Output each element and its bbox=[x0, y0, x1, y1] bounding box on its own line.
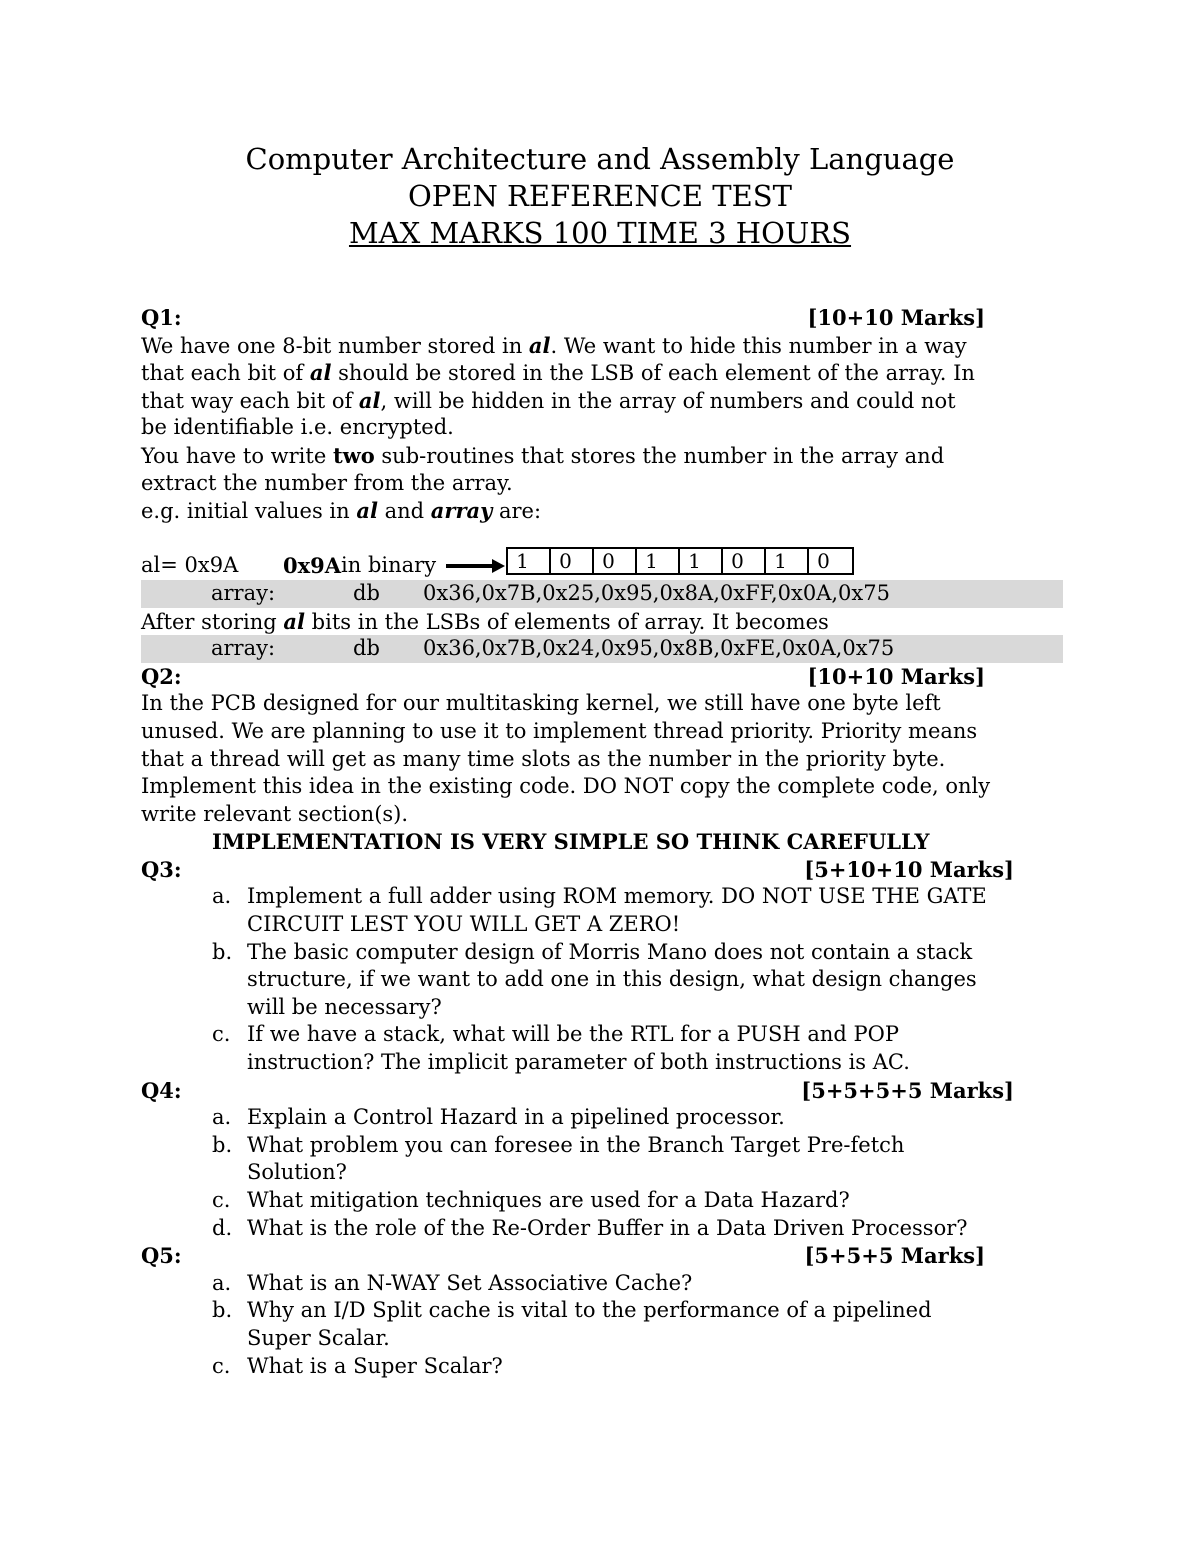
q1-line-2 bbox=[141, 359, 1063, 387]
q5-label: Q5: bbox=[141, 1243, 182, 1269]
hex-value: 0x9A bbox=[283, 553, 342, 579]
q2-marks: [10+10 Marks] bbox=[807, 663, 985, 689]
item-line: What is an N-WAY Set Associative Cache? bbox=[247, 1270, 693, 1295]
code-label: array: bbox=[211, 636, 276, 661]
bit-cell: 1 bbox=[766, 549, 809, 573]
item-line: The basic computer design of Morris Mano does not contain a stack bbox=[247, 939, 973, 964]
list-item bbox=[212, 1215, 1063, 1243]
list-item bbox=[212, 1270, 1063, 1298]
list-item bbox=[212, 1132, 1063, 1187]
arrow-right-icon bbox=[444, 556, 506, 576]
q1-line-6: extract the number from the array. bbox=[141, 470, 513, 495]
item-line: If we have a stack, what will be the RTL for a PUSH and POP bbox=[247, 1022, 900, 1047]
code-db: db bbox=[353, 636, 380, 661]
item-line: Super Scalar. bbox=[247, 1325, 390, 1350]
q2-header bbox=[141, 663, 1063, 691]
q1-text: After storing bbox=[141, 609, 284, 634]
q1-text: . We want to hide this number in a way bbox=[550, 333, 967, 358]
q1-text: sub-routines that stores the number in the array and bbox=[374, 443, 945, 468]
q3-label: Q3: bbox=[141, 856, 182, 882]
q4-marks: [5+5+5+5 Marks] bbox=[801, 1077, 1014, 1103]
q1-text: bits in the LSBs of elements of array. It becomes bbox=[305, 609, 829, 634]
item-line: Why an I/D Split cache is vital to the performance of a pipelined bbox=[247, 1298, 932, 1323]
item-text bbox=[247, 939, 1063, 1022]
item-letter: d. bbox=[212, 1215, 233, 1240]
item-letter: b. bbox=[212, 1298, 233, 1323]
bit-cell: 0 bbox=[817, 549, 830, 574]
in-binary-label: in binary bbox=[341, 553, 437, 578]
binary-bits bbox=[506, 547, 854, 575]
q1-text: that way each bit of bbox=[141, 388, 359, 413]
item-letter: b. bbox=[212, 939, 233, 964]
code-label: array: bbox=[211, 580, 276, 605]
item-letter: a. bbox=[212, 1105, 232, 1130]
q1-text: and bbox=[377, 499, 431, 524]
item-letter: b. bbox=[212, 1132, 233, 1157]
binary-row bbox=[141, 549, 1063, 580]
item-text bbox=[247, 1353, 1063, 1381]
item-line: What mitigation techniques are used for a Data Hazard? bbox=[247, 1188, 850, 1212]
bit-cell: 0 bbox=[723, 549, 766, 573]
code-result-array bbox=[141, 635, 1063, 663]
al-register: al bbox=[309, 360, 332, 386]
array-word: array bbox=[430, 498, 493, 524]
q1-text: are: bbox=[492, 499, 542, 524]
exam-body bbox=[141, 304, 1063, 1380]
item-letter: a. bbox=[212, 884, 232, 909]
q2-line: Implement this idea in the existing code. DO NOT copy the complete code, only bbox=[141, 774, 991, 799]
bit-cell: 1 bbox=[680, 549, 723, 573]
bit-cell: 1 bbox=[508, 549, 551, 573]
q1-header bbox=[141, 304, 1063, 332]
item-line: What is a Super Scalar? bbox=[247, 1353, 503, 1378]
item-text bbox=[247, 1270, 1063, 1298]
item-text bbox=[247, 1132, 1063, 1187]
item-line: Explain a Control Hazard in a pipelined processor. bbox=[247, 1105, 785, 1130]
q1-text: that each bit of bbox=[141, 361, 310, 386]
code-values: 0x36,0x7B,0x24,0x95,0x8B,0xFE,0x0A,0x75 bbox=[423, 636, 895, 661]
q4-label: Q4: bbox=[141, 1077, 182, 1103]
q1-text: You have to write bbox=[141, 443, 333, 468]
q5-list bbox=[141, 1270, 1063, 1380]
al-register: al bbox=[528, 332, 551, 358]
q1-line-7 bbox=[141, 497, 1063, 525]
item-line: structure, if we want to add one in this design, what design changes bbox=[247, 967, 977, 992]
q2-line: that a thread will get as many time slots as the number in the priority byte. bbox=[141, 746, 946, 771]
item-line: instruction? The implicit parameter of both instructions is AC. bbox=[247, 1050, 910, 1075]
item-line: will be necessary? bbox=[247, 994, 442, 1019]
item-text bbox=[247, 1215, 1063, 1243]
bit-cell: 0 bbox=[594, 549, 637, 573]
item-text bbox=[247, 1021, 1063, 1076]
item-line: CIRCUIT LEST YOU WILL GET A ZERO! bbox=[247, 912, 681, 937]
item-letter: c. bbox=[212, 1022, 231, 1047]
al-register: al bbox=[358, 387, 381, 413]
code-initial-array bbox=[141, 580, 1063, 608]
item-line: Implement a full adder using ROM memory. DO NOT USE THE GATE bbox=[247, 884, 987, 909]
item-letter: a. bbox=[212, 1270, 232, 1295]
q4-header bbox=[141, 1077, 1063, 1105]
q1-marks: [10+10 Marks] bbox=[807, 305, 985, 330]
item-letter: c. bbox=[212, 1353, 231, 1378]
bit-cell: 0 bbox=[551, 549, 594, 573]
q5-marks: [5+5+5 Marks] bbox=[804, 1243, 985, 1269]
q3-marks: [5+10+10 Marks] bbox=[804, 856, 1014, 882]
q2-label: Q2: bbox=[141, 663, 182, 689]
item-text bbox=[247, 1187, 1063, 1215]
al-register: al bbox=[283, 608, 305, 634]
q2-line: write relevant section(s). bbox=[141, 801, 409, 826]
item-line: Solution? bbox=[247, 1160, 347, 1185]
q5-header bbox=[141, 1242, 1063, 1270]
q1-text: , will be hidden in the array of numbers and could not bbox=[380, 388, 956, 413]
q1-after-line bbox=[141, 608, 1063, 636]
course-title: Computer Architecture and Assembly Language bbox=[245, 142, 955, 176]
code-db: db bbox=[353, 580, 380, 605]
list-item bbox=[212, 1104, 1063, 1132]
item-letter: c. bbox=[212, 1188, 231, 1212]
q1-line-5 bbox=[141, 442, 1063, 470]
q1-label: Q1: bbox=[141, 305, 182, 330]
item-line: What problem you can foresee in the Branch Target Pre-fetch bbox=[247, 1132, 905, 1157]
q1-line-1 bbox=[141, 332, 1063, 360]
exam-header bbox=[0, 141, 1200, 252]
bit-cell: 1 bbox=[637, 549, 680, 573]
q4-list bbox=[141, 1104, 1063, 1242]
q3-header bbox=[141, 856, 1063, 884]
list-item bbox=[212, 1021, 1063, 1076]
list-item bbox=[212, 1187, 1063, 1215]
two-emphasis: two bbox=[332, 442, 375, 468]
max-marks-time: MAX MARKS 100 TIME 3 HOURS bbox=[348, 216, 852, 250]
list-item bbox=[212, 1353, 1063, 1381]
item-text bbox=[247, 1297, 1063, 1352]
list-item bbox=[212, 883, 1063, 938]
q1-text: should be stored in the LSB of each element of the array. In bbox=[331, 361, 975, 386]
item-text bbox=[247, 883, 1063, 938]
q1-text: e.g. initial values in bbox=[141, 499, 357, 524]
q1-line-3 bbox=[141, 387, 1063, 415]
test-type: OPEN REFERENCE TEST bbox=[407, 179, 793, 213]
item-text bbox=[247, 1104, 1063, 1132]
list-item bbox=[212, 1297, 1063, 1352]
al-value: al= 0x9A bbox=[141, 553, 239, 578]
q2-emphasis: IMPLEMENTATION IS VERY SIMPLE SO THINK CAREFULLY bbox=[212, 829, 930, 855]
q3-list bbox=[141, 883, 1063, 1076]
item-line: What is the role of the Re-Order Buffer in a Data Driven Processor? bbox=[247, 1215, 968, 1240]
al-register: al bbox=[356, 498, 378, 524]
code-values: 0x36,0x7B,0x25,0x95,0x8A,0xFF,0x0A,0x75 bbox=[423, 580, 890, 605]
q2-line: In the PCB designed for our multitasking kernel, we still have one byte left bbox=[141, 691, 941, 716]
q1-text: We have one 8-bit number stored in bbox=[141, 333, 529, 358]
q1-line-4: be identifiable i.e. encrypted. bbox=[141, 415, 454, 440]
q2-line: unused. We are planning to use it to implement thread priority. Priority means bbox=[141, 718, 978, 743]
list-item bbox=[212, 939, 1063, 1022]
